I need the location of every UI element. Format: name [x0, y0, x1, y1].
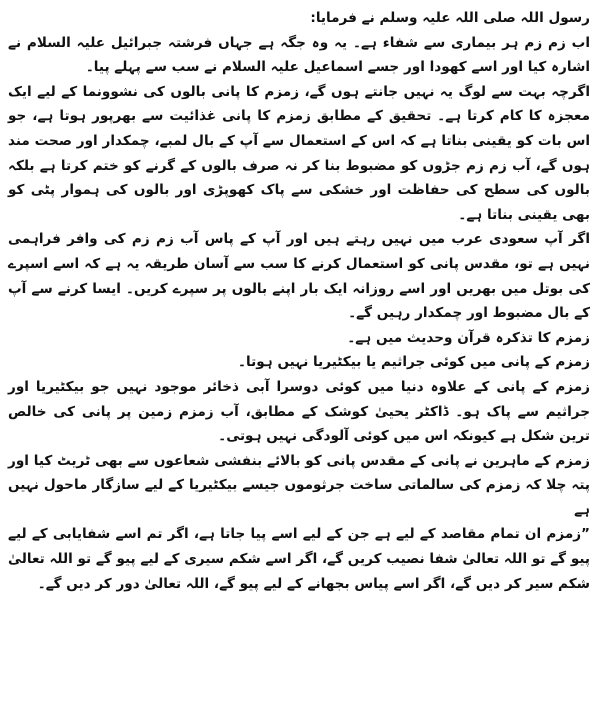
paragraph-purest-water: زمزم کے پانی کے علاوہ دنیا میں کوئی دوسرا آبی ذخائر موجود نہیں جو بیکٹیریا اور جراثیم سے پاک ہو۔ ڈاکٹر یحییٰ کوشک کے مطابق، آب زمزم زمین پر پانی کی خالص ترین شکل ہے کیونکہ اس میں کوئی آلودگی نہیں ہوتی۔	[8, 378, 590, 445]
paragraph-hair-benefits: اگرچہ بہت سے لوگ یہ نہیں جانتے ہوں گے، زمزم کا پانی بالوں کی نشوونما کے لیے ایک معجزہ کا کام کرتا ہے۔ تحقیق کے مطابق زمزم کا پانی غذائیت سے بھرپور ہوتا ہے، جو اس بات کو یقینی بناتا ہے کہ اس کے استعمال سے آپ کے بال لمبے، چمکدار اور صحت مند ہوں گے، آب زم زم جڑوں کو مضبوط بنا کر نہ صرف بالوں کے گرنے کو ختم کرتا ہے بلکہ بالوں کی سطح کی حفاظت اور خشکی سے پاک کھوپڑی اور بالوں کی ہموار پٹی کو بھی یقینی بناتا ہے۔	[8, 83, 590, 223]
paragraph-closing-quote: ”زمزم ان تمام مقاصد کے لیے ہے جن کے لیے اسے پیا جاتا ہے، اگر تم اسے شفایابی کے لیے پیو گے تو اللہ تعالیٰ شفا نصیب کریں گے، اگر اسے شکم سیری کے لیے پیو گے تو اللہ تعالیٰ شکم سیر کر دیں گے، اگر اسے پیاس بجھانے کے لیے پیو گے، اللہ تعالیٰ دور کر دیں گے۔	[8, 526, 590, 592]
hadith-intro: رسول اللہ صلی اللہ علیہ وسلم نے فرمایا:	[310, 10, 590, 26]
paragraph-uv-study: زمزم کے ماہرین نے پانی کے مقدس پانی کو بالائے بنفشی شعاعوں سے بھی ٹریٹ کیا اور پتہ چلا کہ زمزم کی سالماتی ساخت جرثوموں جیسے بیکٹیریا کے لیے سازگار ماحول نہیں ہے	[8, 452, 590, 518]
paragraph-spray-method: اگر آپ سعودی عرب میں نہیں رہتے ہیں اور آپ کے پاس آب زم زم کی وافر فراہمی نہیں ہے تو، مقدس پانی کو استعمال کرنے کا سب سے آسان طریقہ یہ ہے کہ اسے اسپرے کی بوتل میں بھریں اور اسے روزانہ ایک بار اپنے بالوں پر سپرے کریں۔ ایسا کرنے سے آپ کے بال مضبوط اور چمکدار رہیں گے۔	[8, 231, 590, 322]
paragraph-quran-hadith: زمزم کا تذکرہ قرآن وحدیث میں ہے۔	[347, 329, 590, 346]
paragraph-zamzam-origin: اب زم زم ہر بیماری سے شفاء ہے۔ یہ وہ جگہ ہے جہاں فرشتہ جبرائیل علیہ السلام نے اشارہ کیا اور اسے کھودا اور جسے اسماعیل علیہ السلام نے سب سے پہلے پیا۔	[8, 34, 590, 76]
paragraph-no-bacteria: زمزم کے پانی میں کوئی جراثیم یا بیکٹیریا نہیں ہوتا۔	[238, 354, 590, 371]
